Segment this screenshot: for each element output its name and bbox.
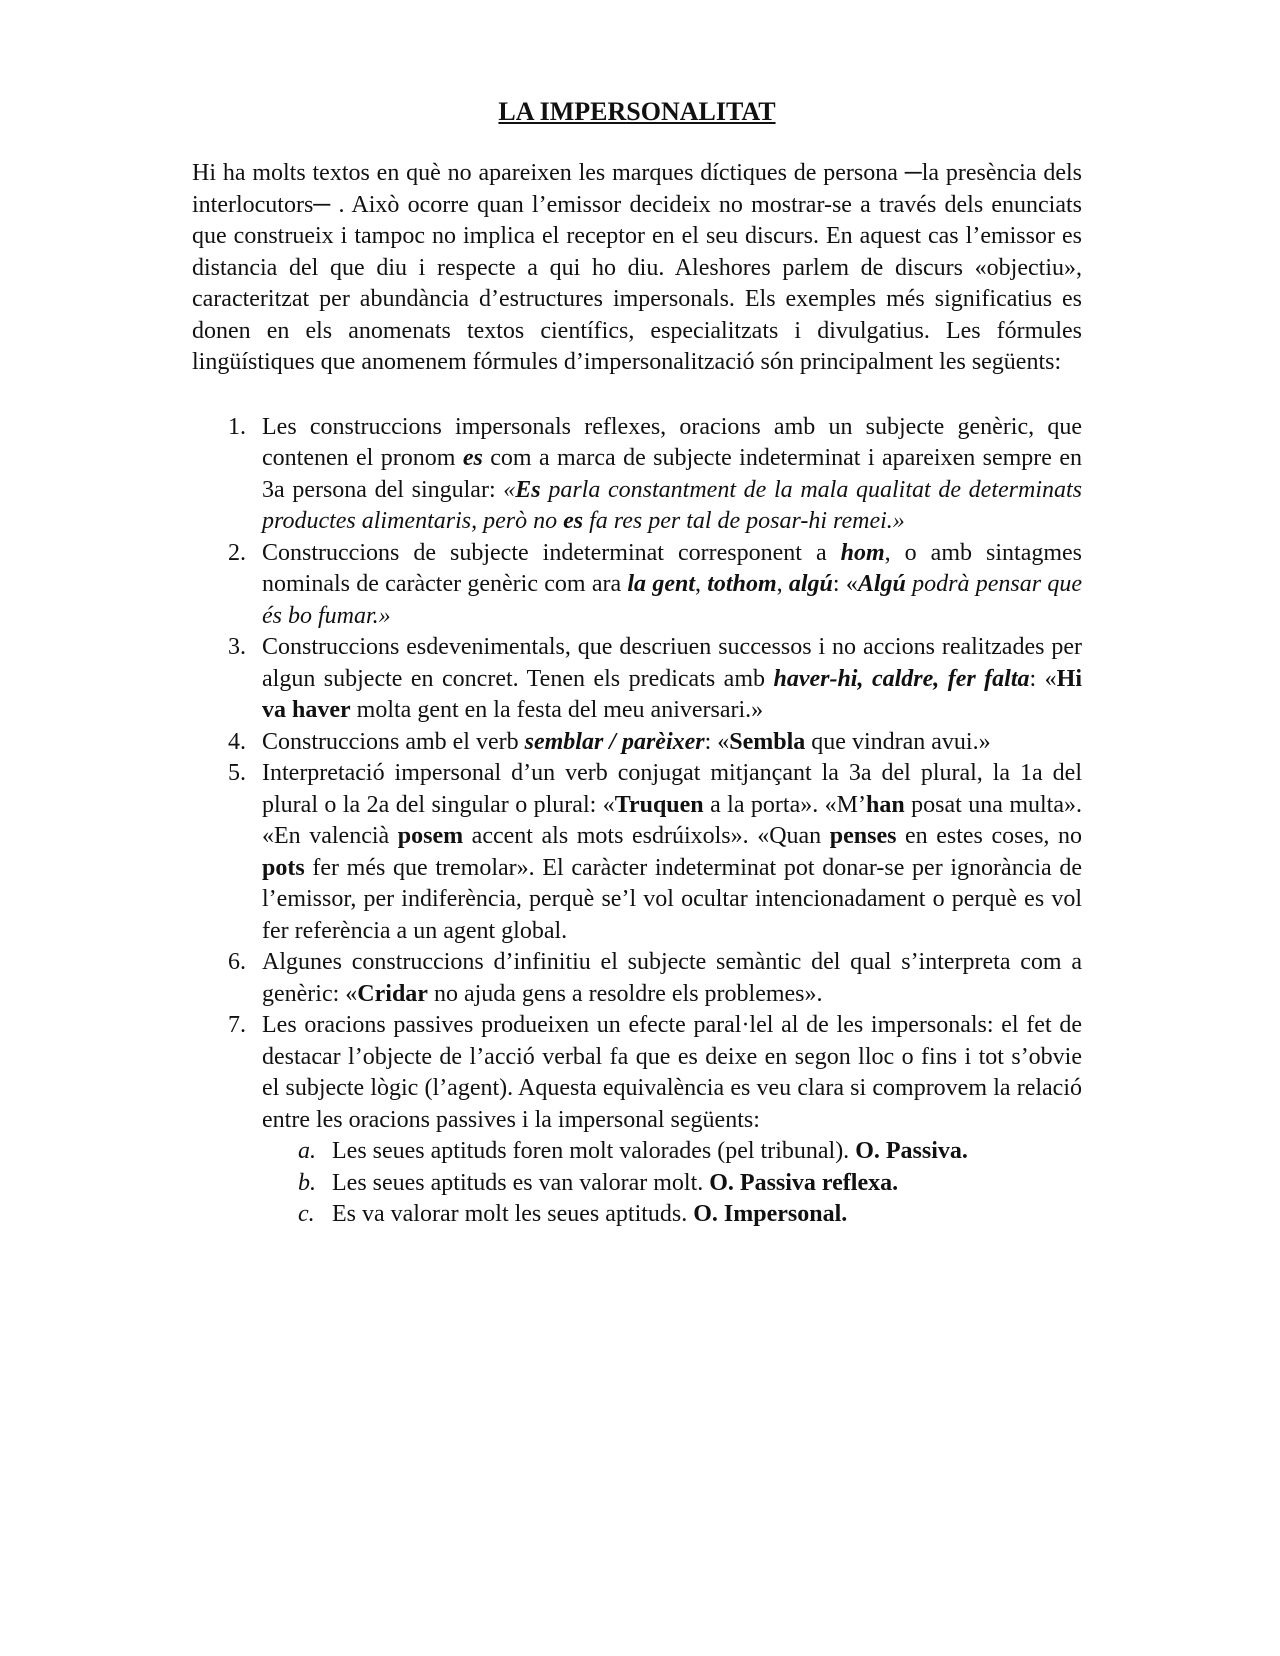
example-letter: c. — [298, 1201, 315, 1227]
intro-paragraph: Hi ha molts textos en què no apareixen les marques díctiques de persona ─la presència dels interlocutors─ . Això ocorre quan l’emissor decideix no mostrar-se a través dels enunciats que construeix i tampoc no implica el receptor en el seu discurs. En aquest cas l’emissor es distancia del que diu i respecte a qui ho diu. Aleshores parlem de discurs «objectiu», caracteritzat per abundància d’estructures impersonals. Els exemples més significatius es donen en els anomenats textos científics, especialitzats i divulgatius. Les fórmules lingüístiques que anomenem fórmules d’impersonalització són principalment les següents: — [192, 160, 1082, 375]
text-run: posat una multa». «En valencià — [262, 791, 1082, 849]
list-item — [192, 727, 1082, 759]
example-item — [262, 1136, 1082, 1168]
text-run: penses — [829, 823, 897, 849]
list-item — [192, 412, 1082, 538]
text-run: com a marca de subjecte indeterminat i apareixen sempre en 3a persona del singular: — [262, 445, 1083, 503]
text-run: en estes coses, no — [896, 823, 1082, 849]
text-run: : « — [832, 571, 858, 597]
text-run: Construccions de subjecte indeterminat corresponent a — [262, 539, 841, 566]
list-item-text — [262, 412, 1082, 538]
text-run: Les oracions passives produeixen un efecte paral·lel al de les impersonals: el fet de destacar l’objecte de l’acció verbal fa que es deixe en segon lloc o fins i tot s’obvie el subjecte lògic (l’agent). Aquesta equivalència es veu clara si comprovem la relació entre les oracions passives i la impersonal següents: — [262, 1012, 1082, 1133]
text-run: Interpretació impersonal d’un verb conjugat mitjançant la 3a del plural, la 1a del plural o la 2a del singular o plural: « — [262, 760, 1082, 818]
text-run: Les construccions impersonals reflexes, oracions amb un subjecte genèric, que contenen el pronom — [262, 413, 1082, 471]
text-run: Hi va haver — [262, 665, 1082, 723]
example-letter: a. — [298, 1138, 316, 1164]
list-item — [192, 1010, 1082, 1231]
list-item-text — [262, 947, 1082, 1010]
example-label: O. Passiva. — [855, 1138, 968, 1164]
text-run: accent als mots esdrúixols». «Quan — [463, 823, 830, 849]
text-run: : « — [1029, 665, 1057, 692]
text-run: tothom — [707, 571, 777, 597]
text-run: Algunes construccions d’infinitiu el subjecte semàntic del qual s’interpreta com a genèric: « — [262, 949, 1082, 1007]
text-run: Construccions amb el verb — [262, 728, 525, 755]
text-run: posem — [397, 823, 464, 849]
example-sentence: Les seues aptituds es van valorar molt. — [332, 1169, 704, 1196]
example-label: O. Impersonal. — [693, 1201, 848, 1227]
list-item — [192, 632, 1082, 727]
example-item — [262, 1168, 1082, 1200]
text-run: hom — [840, 539, 885, 566]
list-item-number: 5. — [228, 760, 246, 786]
text-run: Sembla — [729, 728, 806, 755]
text-run: que vindran avui.» — [805, 728, 991, 755]
text-run: la gent — [627, 571, 695, 597]
list-item-number: 3. — [228, 634, 246, 660]
text-run: algú — [788, 571, 833, 597]
list-item-text — [262, 758, 1082, 947]
text-run: semblar / parèixer — [524, 728, 705, 755]
text-run: no ajuda gens a resoldre els problemes». — [427, 980, 823, 1007]
text-run: molta gent en la festa del meu aniversari.» — [350, 697, 764, 723]
text-run: : « — [704, 728, 730, 755]
text-run: Es — [515, 476, 541, 503]
list-item-text — [262, 538, 1082, 633]
text-run: haver-hi, caldre, fer falta — [773, 665, 1030, 692]
text-run: han — [866, 791, 905, 818]
text-run: a la porta». «M’ — [703, 791, 867, 818]
list-item-number: 4. — [228, 728, 246, 755]
text-run: podrà pensar que és bo fumar.» — [262, 571, 1082, 629]
list-item-text — [262, 632, 1082, 727]
list-item — [192, 758, 1082, 947]
document-page — [192, 96, 1082, 1231]
list-item-number: 2. — [228, 539, 246, 566]
list-item — [192, 538, 1082, 633]
text-run: Cridar — [357, 980, 428, 1007]
text-run: Truquen — [614, 791, 704, 818]
page-title: LA IMPERSONALITAT — [498, 97, 776, 126]
text-run: pots — [262, 854, 305, 881]
text-run: parla constantment de la mala qualitat de determinats productes alimentaris, però no — [262, 476, 1082, 534]
list-item-number: 6. — [228, 949, 246, 975]
list-item-number: 7. — [228, 1012, 246, 1038]
impersonal-formulas-list — [192, 412, 1082, 1231]
text-run: es — [462, 445, 483, 471]
text-run: Algú — [857, 571, 906, 597]
example-sentence: Es va valorar molt les seues aptituds. — [332, 1201, 688, 1227]
text-run: es — [563, 508, 584, 534]
text-run: , — [776, 571, 789, 597]
example-sublist — [262, 1136, 1082, 1231]
text-run: Construccions esdevenimentals, que descriuen successos i no accions realitzades per algun subjecte en concret. Tenen els predicats amb — [262, 634, 1082, 692]
example-item — [262, 1199, 1082, 1231]
text-run: , o amb sintagmes nominals de caràcter genèric com ara — [262, 539, 1083, 597]
text-run: fa res per tal de posar-hi remei.» — [583, 508, 905, 534]
text-run: « — [503, 476, 516, 503]
list-item-text — [262, 727, 1082, 759]
example-letter: b. — [298, 1169, 316, 1196]
example-sentence: Les seues aptituds foren molt valorades (pel tribunal). — [332, 1138, 850, 1164]
list-item — [192, 947, 1082, 1010]
text-run: , — [695, 571, 708, 597]
example-label: O. Passiva reflexa. — [709, 1169, 899, 1196]
list-item-text — [262, 1010, 1082, 1136]
text-run: fer més que tremolar». El caràcter indeterminat pot donar-se per ignorància de l’emissor, per indiferència, perquè se’l vol ocultar intencionadament o perquè es vol fer referència a un agent global. — [262, 854, 1082, 944]
list-item-number: 1. — [228, 413, 246, 440]
